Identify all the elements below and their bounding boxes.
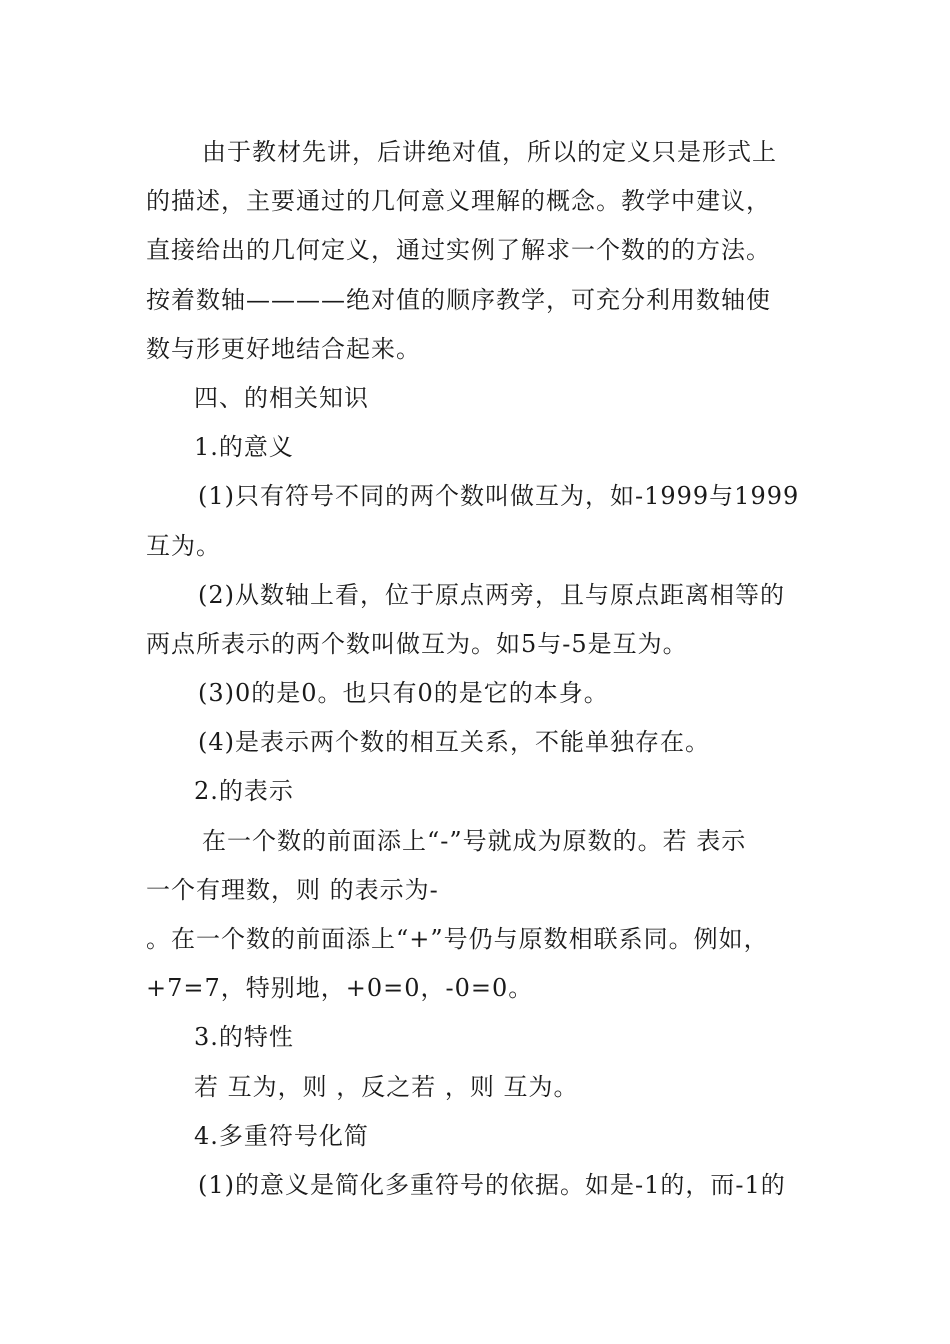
paragraph-line: (1)的意义是简化多重符号的依据。如是-1的，而-1的	[198, 1170, 786, 1199]
paragraph-line: 若 互为，则 ，反之若 ，则 互为。	[194, 1072, 579, 1101]
subsection-heading: 3.的特性	[194, 1023, 294, 1052]
paragraph-line: 互为。	[146, 531, 221, 560]
paragraph-line: 按着数轴————绝对值的顺序教学，可充分利用数轴使	[146, 285, 771, 314]
subsection-heading: 4.多重符号化简	[194, 1121, 369, 1150]
subsection-heading: 2.的表示	[194, 777, 294, 806]
paragraph-line: 。在一个数的前面添上“+”号仍与原数相联系同。例如，	[146, 925, 769, 953]
paragraph-line: 的描述，主要通过的几何意义理解的概念。教学中建议，	[146, 187, 771, 216]
section-heading: 四、的相关知识	[194, 383, 369, 412]
paragraph-line: 由于教材先讲，后讲绝对值，所以的定义只是形式上	[202, 138, 777, 166]
paragraph-line: 一个有理数，则 的表示为-	[146, 875, 439, 904]
paragraph-line: (1)只有符号不同的两个数叫做互为，如-1999与1999	[198, 482, 800, 511]
paragraph-line: 数与形更好地结合起来。	[146, 334, 421, 363]
paragraph-line: 在一个数的前面添上“-”号就成为原数的。若 表示	[202, 826, 747, 855]
paragraph-line: (3)0的是0。也只有0的是它的本身。	[198, 679, 609, 708]
paragraph-line: 直接给出的几何定义，通过实例了解求一个数的的方法。	[146, 236, 771, 265]
document-page	[146, 128, 808, 1210]
paragraph-line: +7=7，特别地，+0=0，-0=0。	[146, 974, 534, 1003]
paragraph-line: (2)从数轴上看，位于原点两旁，且与原点距离相等的	[198, 580, 785, 609]
subsection-heading: 1.的意义	[194, 433, 294, 462]
paragraph-line: (4)是表示两个数的相互关系，不能单独存在。	[198, 728, 710, 757]
paragraph-line: 两点所表示的两个数叫做互为。如5与-5是互为。	[146, 629, 688, 658]
